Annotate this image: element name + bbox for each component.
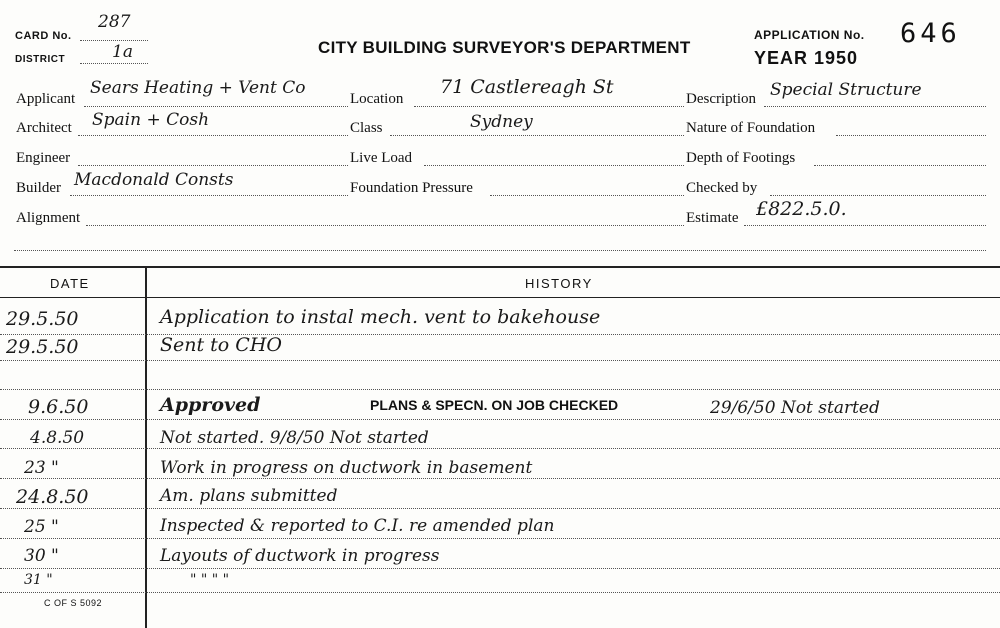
card-no-label: CARD No. [15, 30, 72, 42]
application-no-value: 646 [900, 18, 961, 49]
live-load-label: Live Load [350, 150, 413, 166]
foundation-pressure-label: Foundation Pressure [350, 180, 473, 196]
applicant-value: Sears Heating + Vent Co [90, 78, 306, 98]
history-date: 29.5.50 [6, 308, 79, 330]
location-value: 71 Castlereagh St [440, 76, 614, 98]
architect-label: Architect [16, 120, 72, 136]
department-title: CITY BUILDING SURVEYOR'S DEPARTMENT [318, 38, 691, 57]
approval-stamp: PLANS & SPECN. ON JOB CHECKED [370, 397, 619, 413]
history-entry: Work in progress on ductwork in basement [160, 458, 533, 478]
alignment-label: Alignment [16, 210, 81, 226]
class-label: Class [350, 120, 383, 136]
estimate-value: £822.5.0. [756, 198, 847, 220]
year-label: YEAR 1950 [754, 48, 859, 68]
history-entry: Sent to CHO [160, 334, 282, 356]
district-value: 1a [112, 42, 133, 62]
estimate-label: Estimate [686, 210, 739, 226]
history-date: 24.8.50 [16, 486, 89, 508]
builder-label: Builder [16, 180, 61, 196]
history-entry: Approved [160, 394, 261, 416]
district-label: DISTRICT [15, 54, 66, 65]
date-column-header: DATE [50, 276, 90, 291]
description-value: Special Structure [770, 80, 922, 100]
history-note: 29/6/50 Not started [710, 398, 880, 418]
description-label: Description [686, 91, 756, 107]
engineer-label: Engineer [16, 150, 71, 166]
history-entry: Am. plans submitted [160, 486, 338, 506]
history-entry: " " " " [190, 572, 230, 588]
history-date: 31 " [24, 572, 53, 588]
depth-of-footings-label: Depth of Footings [686, 150, 796, 166]
class-value: Sydney [470, 112, 533, 132]
application-no-label: APPLICATION No. [754, 28, 865, 42]
builder-value: Macdonald Consts [74, 170, 234, 190]
checked-by-label: Checked by [686, 180, 758, 196]
applicant-label: Applicant [16, 91, 76, 107]
history-entry: Inspected & reported to C.I. re amended plan [160, 516, 555, 536]
history-date: 4.8.50 [30, 428, 85, 448]
history-date: 25 " [24, 517, 59, 537]
history-date: 29.5.50 [6, 336, 79, 358]
history-column-header: HISTORY [525, 276, 593, 291]
history-date: 30 " [24, 546, 59, 566]
history-entry: Application to instal mech. vent to bakehouse [160, 306, 601, 328]
history-entry: Layouts of ductwork in progress [160, 546, 440, 566]
card-no-value: 287 [98, 12, 131, 32]
history-date: 23 " [24, 458, 59, 478]
nature-of-foundation-label: Nature of Foundation [686, 120, 816, 136]
history-entry: Not started. 9/8/50 Not started [160, 428, 429, 448]
history-date: 9.6.50 [28, 396, 89, 418]
architect-value: Spain + Cosh [92, 110, 210, 130]
form-code: C OF S 5092 [44, 598, 103, 608]
location-label: Location [350, 91, 404, 107]
